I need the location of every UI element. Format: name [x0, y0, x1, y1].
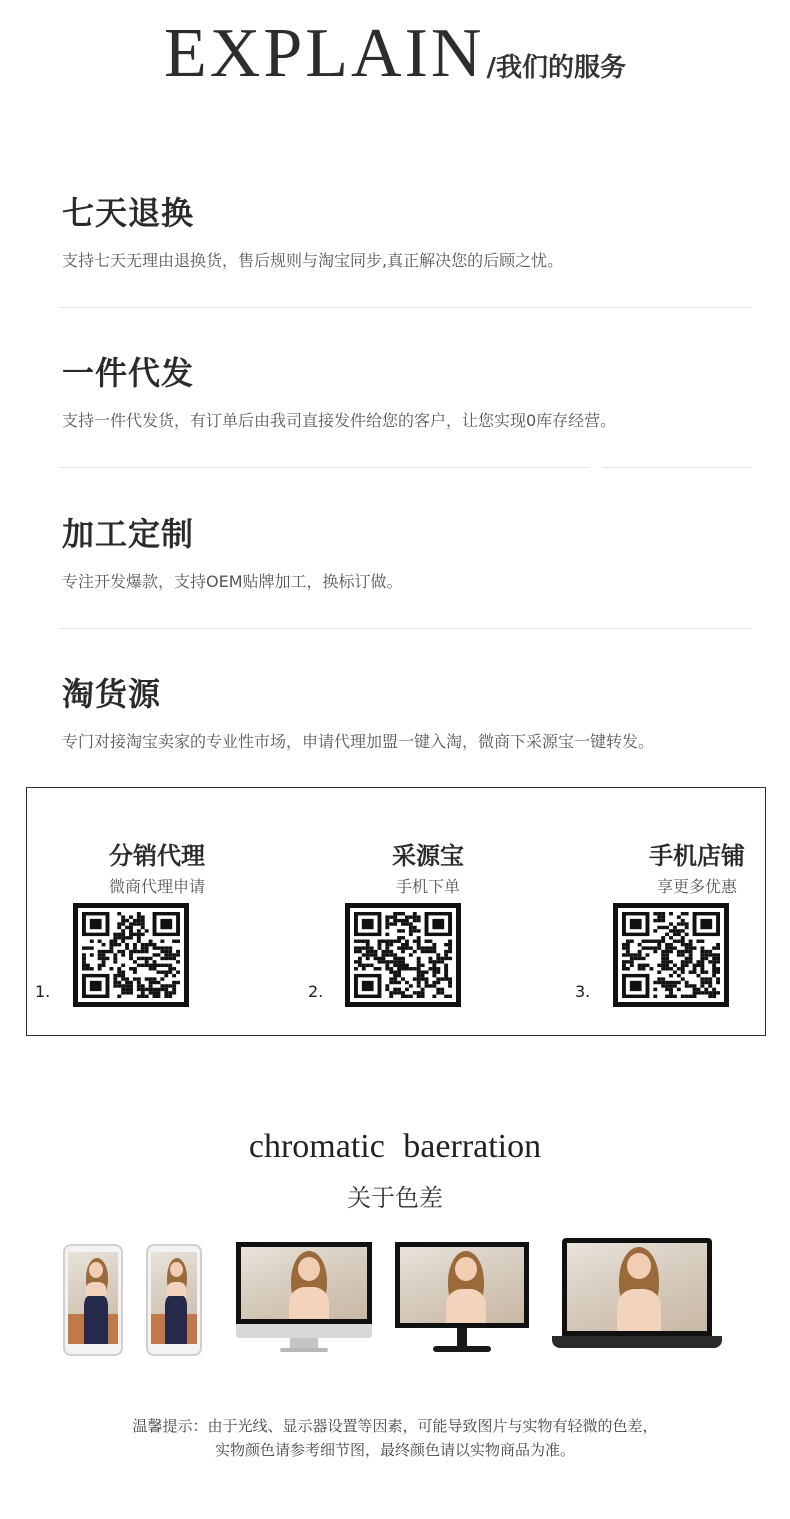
imac-device-image: [236, 1242, 372, 1354]
qr-number: 1.: [35, 982, 51, 1001]
device-comparison-image: [0, 1236, 790, 1360]
qr-item-mobile-shop: [577, 788, 790, 1035]
service-custom-processing: [62, 509, 752, 592]
chromatic-subtitle: 关于色差: [347, 1184, 443, 1212]
service-desc: 支持七天无理由退换货，售后规则与淘宝同步,真正解决您的后顾之忧。: [62, 251, 564, 270]
qr-title: 采源宝: [392, 842, 464, 870]
divider: [60, 307, 752, 308]
notice-line: 实物颜色请参考细节图，最终颜色请以实物商品为准。: [214, 1441, 575, 1459]
qr-item-distribution-agent: [37, 788, 277, 1035]
qr-number: 3.: [575, 982, 591, 1001]
phone-device-image: [63, 1244, 123, 1356]
service-title: 七天退换: [62, 194, 195, 232]
chromatic-title: chromatic baerration: [248, 1128, 542, 1165]
qr-code[interactable]: [613, 903, 729, 1007]
service-dropshipping: [62, 348, 752, 431]
model-photo: [68, 1252, 118, 1344]
service-desc: 专注开发爆款，支持OEM贴牌加工，换标订做。: [62, 572, 403, 591]
divider: [60, 467, 752, 468]
header-subtitle: /我们的服务: [486, 53, 626, 83]
color-notice: [0, 1414, 790, 1462]
model-photo: [567, 1243, 707, 1331]
model-photo: [400, 1247, 524, 1323]
qr-number: 2.: [308, 982, 324, 1001]
qr-item-caiyuanbao: [308, 788, 548, 1035]
header-title: EXPLAIN: [164, 15, 485, 92]
phone-device-image: [146, 1244, 202, 1356]
qr-title: 分销代理: [109, 842, 205, 870]
qr-subtitle: 享更多优惠: [656, 877, 737, 896]
qr-subtitle: 手机下单: [395, 877, 460, 896]
service-seven-day-return: [62, 188, 752, 271]
service-desc: 支持一件代发货，有订单后由我司直接发件给您的客户，让您实现0库存经营。: [62, 411, 617, 430]
qr-code[interactable]: [345, 903, 461, 1007]
service-title: 淘货源: [62, 675, 162, 713]
divider: [60, 628, 752, 629]
service-taobao-source: [62, 669, 752, 752]
qr-code-panel: [26, 787, 766, 1036]
model-photo: [241, 1247, 367, 1319]
service-title: 一件代发: [62, 354, 195, 392]
qr-code-icon: [82, 912, 180, 998]
qr-code-icon: [354, 912, 452, 998]
notice-line: 温馨提示：由于光线、显示器设置等因素，可能导致图片与实物有轻微的色差，: [132, 1417, 658, 1435]
qr-title: 手机店铺: [649, 842, 745, 870]
service-desc: 专门对接淘宝卖家的专业性市场，申请代理加盟一键入淘，微商下采源宝一键转发。: [62, 732, 655, 751]
laptop-device-image: [552, 1238, 722, 1354]
qr-code[interactable]: [73, 903, 189, 1007]
qr-subtitle: 微商代理申请: [108, 877, 205, 896]
model-photo: [151, 1252, 197, 1344]
service-title: 加工定制: [62, 515, 195, 553]
header: [0, 14, 790, 94]
monitor-device-image: [395, 1242, 529, 1354]
qr-code-icon: [622, 912, 720, 998]
